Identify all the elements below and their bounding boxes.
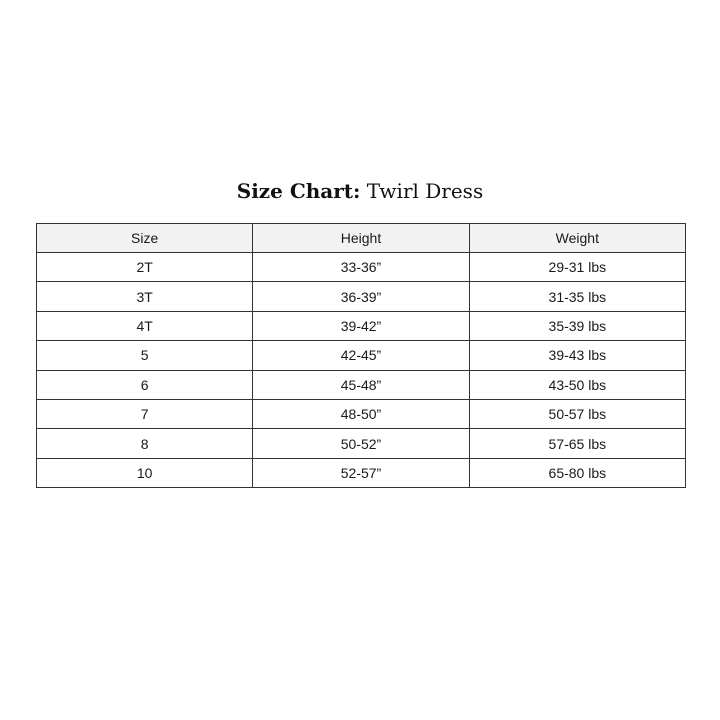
page-title (0, 176, 720, 206)
weight-cell: 31-35 lbs (469, 282, 685, 311)
size-cell: 5 (37, 341, 253, 370)
table-row (37, 429, 686, 458)
table-row (37, 282, 686, 311)
table-row (37, 458, 686, 487)
size-cell: 10 (37, 458, 253, 487)
size-cell: 8 (37, 429, 253, 458)
column-header-weight: Weight (469, 224, 685, 253)
size-cell: 7 (37, 399, 253, 428)
size-cell: 3T (37, 282, 253, 311)
size-cell: 6 (37, 370, 253, 399)
size-cell: 2T (37, 253, 253, 282)
size-chart-table (36, 223, 686, 488)
table-header-row (37, 224, 686, 253)
weight-cell: 50-57 lbs (469, 399, 685, 428)
weight-cell: 43-50 lbs (469, 370, 685, 399)
size-cell: 4T (37, 311, 253, 340)
height-cell: 39-42” (253, 311, 469, 340)
height-cell: 50-52” (253, 429, 469, 458)
height-cell: 36-39” (253, 282, 469, 311)
table-row (37, 253, 686, 282)
title-product-name: Twirl Dress (360, 179, 484, 203)
column-header-size: Size (37, 224, 253, 253)
table-row (37, 311, 686, 340)
weight-cell: 57-65 lbs (469, 429, 685, 458)
weight-cell: 65-80 lbs (469, 458, 685, 487)
weight-cell: 29-31 lbs (469, 253, 685, 282)
height-cell: 42-45” (253, 341, 469, 370)
table-row (37, 341, 686, 370)
weight-cell: 39-43 lbs (469, 341, 685, 370)
height-cell: 33-36” (253, 253, 469, 282)
table-row (37, 370, 686, 399)
height-cell: 52-57” (253, 458, 469, 487)
title-prefix: Size Chart: (236, 179, 361, 203)
height-cell: 48-50” (253, 399, 469, 428)
weight-cell: 35-39 lbs (469, 311, 685, 340)
column-header-height: Height (253, 224, 469, 253)
table-row (37, 399, 686, 428)
height-cell: 45-48” (253, 370, 469, 399)
